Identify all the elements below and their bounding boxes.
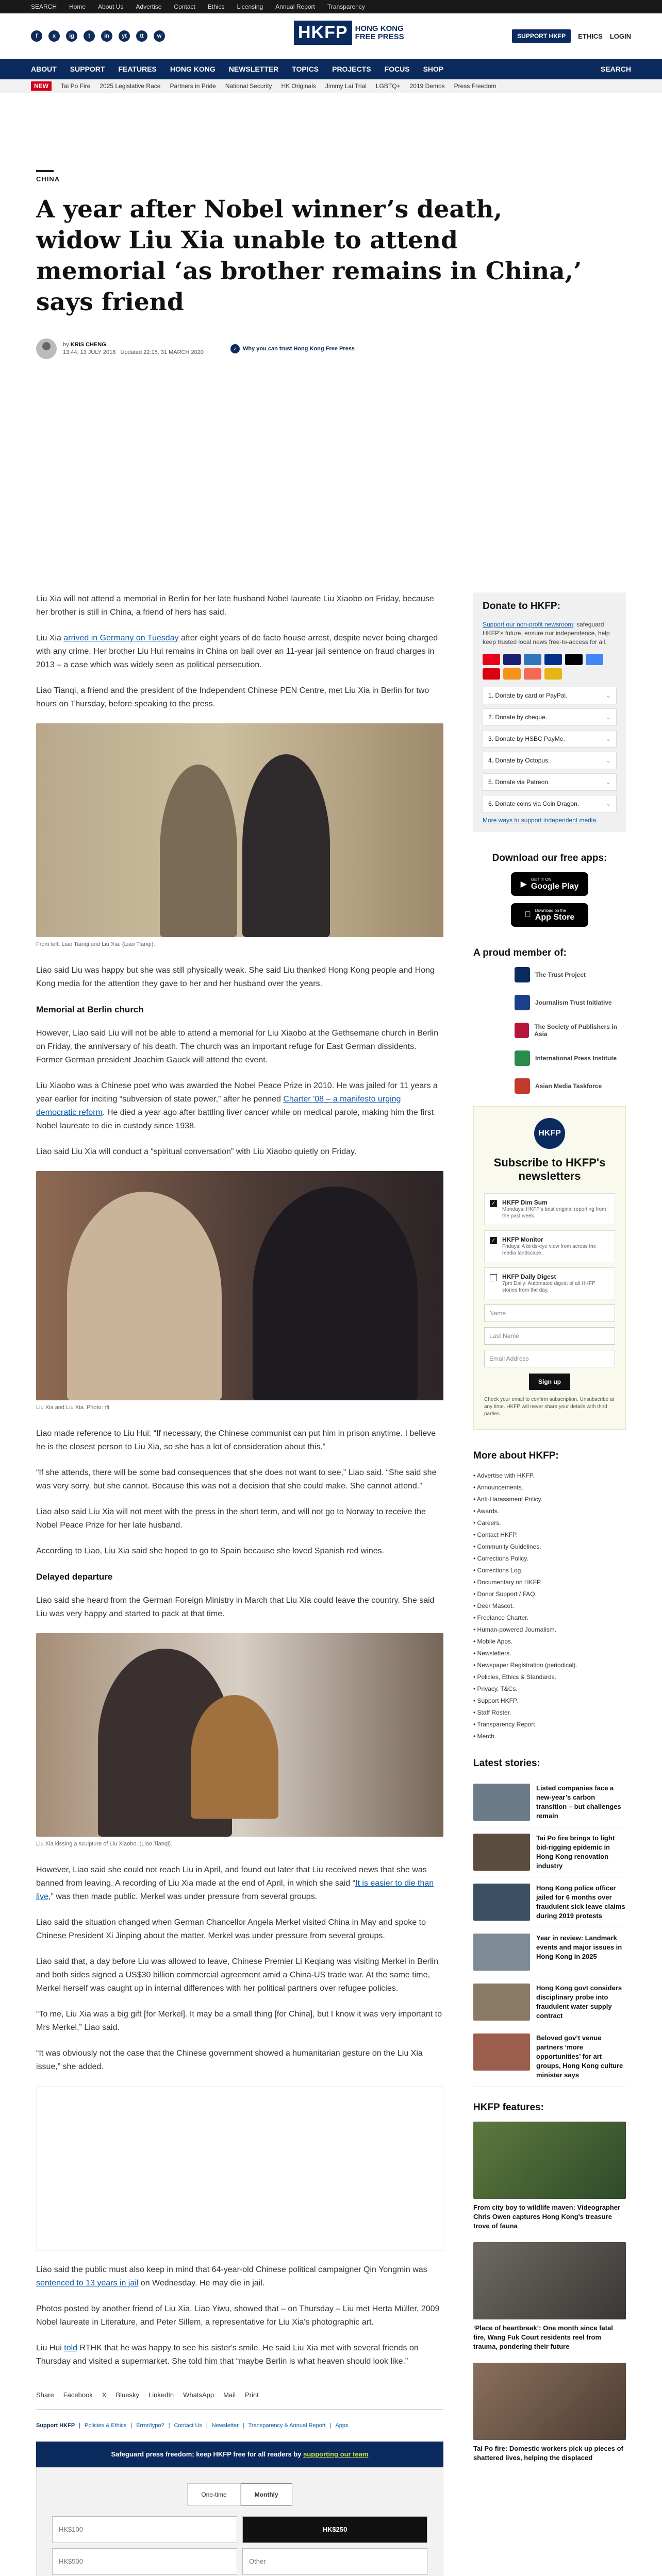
chevron-down-icon: ⌄ <box>605 714 611 721</box>
paragraph: Photos posted by another friend of Liu Xia, Liao Yiwu, showed that – on Thursday – Liu met Herta Müller, 2009 Nobel laureate in Literature, and Peter Sillem, a representative for Liu Xia's photographic art. <box>36 2304 440 2327</box>
play-icon: ▶ <box>520 880 527 889</box>
trending-link[interactable]: National Security <box>225 82 272 90</box>
social-links <box>31 30 165 42</box>
support-banner <box>36 2442 443 2467</box>
trust-promo-text: Why you can trust Hong Kong Free Press <box>242 346 355 352</box>
details-link[interactable]: • Newsletters. <box>473 1648 626 1659</box>
paragraph-text: Liu Xia <box>36 634 64 642</box>
facebook-icon[interactable]: f <box>31 30 42 42</box>
by-prefix: by <box>63 342 71 348</box>
trending-link[interactable]: 2025 Legislative Race <box>100 82 161 90</box>
support-hkfp-button[interactable]: SUPPORT HKFP <box>512 29 571 43</box>
footer-link[interactable]: Policies & Ethics <box>85 2422 127 2429</box>
story-thumbnail <box>473 1934 530 1971</box>
donate-option-label: 3. Donate by HSBC PayMe. <box>488 735 565 742</box>
paragraph: Liao said Liu Xia will conduct a “spiritual conversation” with Liu Xiaobo quietly on Friday. <box>36 1147 357 1156</box>
paragraph: “To me, Liu Xia was a big gift [for Merkel]. It may be a small thing [for China], but I know it was very important to Mrs Merkel,” Liao said. <box>36 2010 442 2032</box>
nav-projects[interactable]: PROJECTS <box>332 65 371 73</box>
topbar-home[interactable]: Home <box>69 3 86 10</box>
story-title: Beloved gov’t venue partners ‘more opportunities’ for art groups, Hong Kong culture minister says <box>536 2034 623 2079</box>
byline-meta <box>63 341 204 357</box>
feature-title: Tai Po fire: Domestic workers pick up pieces of shattered lives, helping the displaced <box>473 2445 623 2462</box>
footer-link[interactable]: Apps <box>335 2422 349 2429</box>
paragraph-text: . He died a year ago after battling liver cancer while on medical parole, making him the first Nobel laureate to die in custody since 1938. <box>36 1108 434 1130</box>
sidebar-heading: More about HKFP: <box>473 1450 559 1461</box>
donate-option-label: 2. Donate by cheque. <box>488 714 548 721</box>
donate-option[interactable] <box>483 730 617 748</box>
article-photo[interactable] <box>36 1171 443 1400</box>
logo-line-1: HONG KONG <box>355 24 404 33</box>
google-play-small: GET IT ON <box>531 877 552 882</box>
amount-option-selected[interactable]: HK$250 <box>242 2516 427 2543</box>
octopus-icon <box>503 668 521 680</box>
newsletter-option-text <box>502 1199 609 1219</box>
details-link[interactable]: • Staff Roster. <box>473 1707 626 1719</box>
details-list <box>473 1470 626 1742</box>
member-logo[interactable] <box>515 1050 626 1066</box>
chevron-down-icon: ⌄ <box>605 735 611 742</box>
newsletter-option-text <box>502 1236 609 1257</box>
topbar-advertise[interactable]: Advertise <box>136 3 162 10</box>
masthead-actions <box>512 29 631 43</box>
sidebar <box>473 592 626 2474</box>
paragraph-text: Liao said the public must also keep in mind that 64-year-old Chinese political campaigner Qin Yongmin was <box>36 2265 427 2274</box>
checkbox-checked[interactable]: ✓ <box>490 1200 497 1207</box>
payme-icon <box>483 668 500 680</box>
sidebar-donate <box>473 592 626 832</box>
feature-image <box>473 2122 626 2199</box>
inline-link[interactable]: sentenced to 13 years in jail <box>36 2279 139 2287</box>
member-name: International Press Institute <box>535 1055 617 1062</box>
details-link[interactable]: • Careers. <box>473 1517 626 1529</box>
share-whatsapp[interactable]: WhatsApp <box>183 2391 214 2399</box>
chevron-down-icon: ⌄ <box>605 800 611 807</box>
donate-option-label: 1. Donate by card or PayPal. <box>488 692 568 699</box>
paragraph-text: However, Liao said she could not reach Liu in April, and found out later that Liu received news that she was banned from leaving. A recording of Liu Xia made at the end of April, in which she said “ <box>36 1866 427 1888</box>
paypal-icon <box>544 654 562 665</box>
ipi-icon <box>515 1050 530 1066</box>
story-thumbnail <box>473 1984 530 2021</box>
details-link[interactable]: • Mobile Apps. <box>473 1636 626 1648</box>
donate-widget <box>36 2467 443 2576</box>
donate-option-label: 5. Donate via Patreon. <box>488 778 550 786</box>
ethics-link[interactable]: ETHICS <box>578 32 603 40</box>
member-name: The Trust Project <box>535 971 586 978</box>
banner-link[interactable]: supporting our team <box>303 2450 369 2458</box>
chevron-down-icon: ⌄ <box>605 692 611 699</box>
feature-story[interactable] <box>473 2242 626 2351</box>
sopa-icon <box>515 1023 529 1038</box>
person-figure <box>242 754 330 937</box>
article-body <box>36 592 443 2576</box>
visa-icon <box>503 654 521 665</box>
paragraph <box>36 632 443 672</box>
details-link[interactable]: • Human-powered Journalism. <box>473 1624 626 1636</box>
sidebar-heading: Latest stories: <box>473 1758 540 1769</box>
sidebar-heading: Download our free apps: <box>492 853 607 863</box>
share-facebook[interactable]: Facebook <box>63 2391 93 2399</box>
photo-caption: From left: Liao Tianqi and Liu Xia. (Liao Tianqi). <box>36 941 155 947</box>
inline-link[interactable]: told <box>64 2344 78 2352</box>
story-thumbnail <box>473 1884 530 1921</box>
paragraph <box>36 1863 443 1904</box>
paragraph: Liao said that, a day before Liu was allowed to leave, Chinese Premier Li Keqiang was visiting Merkel in Berlin and both sides signed a US$30 billion commercial agreement amid a China-US trade war. At the same time, Merkel herself was caught up in internal differences with her political partners over refugee policies. <box>36 1957 438 1993</box>
sidebar-heading: HKFP features: <box>473 2102 544 2113</box>
photo-caption: Liu Xia and Liu Xia. Photo: rfi. <box>36 1404 111 1411</box>
footer-link[interactable]: Newsletter <box>211 2422 239 2429</box>
more-ways-link[interactable]: More ways to support independent media. <box>483 817 598 824</box>
feature-image <box>473 2363 626 2440</box>
checkbox[interactable] <box>490 1274 497 1281</box>
story-thumbnail <box>473 2033 530 2071</box>
newsletter-option[interactable] <box>484 1193 615 1225</box>
story-thumbnail <box>473 1834 530 1871</box>
section-rule <box>36 170 54 172</box>
trending-link[interactable]: HK Originals <box>281 82 316 90</box>
name-input[interactable]: Name <box>484 1304 615 1322</box>
apple-pay-icon <box>565 654 583 665</box>
article-title: A year after Nobel winner’s death, widow Liu Xia unable to attend memorial ‘as brother remains in China,’ says friend <box>36 195 582 316</box>
updated-date: Updated 22:15, 31 MARCH 2020 <box>120 349 204 355</box>
person-figure <box>253 1187 418 1400</box>
tab-monthly[interactable]: Monthly <box>241 2483 292 2506</box>
inline-link[interactable]: It is easier to die than live <box>36 1879 434 1901</box>
donate-frequency-tabs <box>52 2483 427 2506</box>
details-link[interactable]: • Support HKFP. <box>473 1695 626 1707</box>
story-title: Year in review: Landmark events and major issues in Hong Kong in 2025 <box>536 1934 622 1960</box>
amt-icon <box>515 1078 530 1094</box>
person-figure <box>67 1192 222 1400</box>
story-title: Listed companies face a new-year’s carbon transition – but challenges remain <box>536 1784 621 1820</box>
newsletter-desc: Fridays: A birds-eye view from across the media landscape. <box>502 1244 597 1256</box>
google-pay-icon <box>586 654 603 665</box>
trending-link[interactable]: Tai Po Fire <box>61 82 91 90</box>
chevron-down-icon: ⌄ <box>605 757 611 764</box>
member-name: The Society of Publishers in Asia <box>534 1023 617 1038</box>
newsletter-title: HKFP Dim Sum <box>502 1199 548 1206</box>
trust-project-icon <box>515 967 530 982</box>
instagram-icon[interactable]: ig <box>66 30 77 42</box>
feature-title: From city boy to wildlife maven: Videographer Chris Owen captures Hong Kong's treasure trove of fauna <box>473 2204 621 2230</box>
mastercard-icon <box>483 654 500 665</box>
member-name: Asian Media Taskforce <box>535 1082 602 1090</box>
footer-link[interactable]: Contact Us <box>174 2422 202 2429</box>
topbar-contact[interactable]: Contact <box>174 3 195 10</box>
details-link[interactable]: • Freelance Charter. <box>473 1612 626 1624</box>
trending-bar <box>0 79 662 93</box>
latest-story[interactable] <box>473 1927 626 1977</box>
article-photo[interactable] <box>36 1633 443 1837</box>
logo-text <box>355 25 404 41</box>
apple-icon <box>525 910 531 920</box>
details-link[interactable]: • Donor Support / FAQ. <box>473 1588 626 1600</box>
newsletter-option-text <box>502 1273 609 1294</box>
tiktok-icon[interactable]: tt <box>136 30 147 42</box>
support-link[interactable]: Support our non-profit newsroom <box>483 621 573 628</box>
story-title: Hong Kong govt considers disciplinary probe into fraudulent water supply contract <box>536 1984 622 2020</box>
google-play-text: Google Play <box>531 882 579 891</box>
newsletter-option[interactable] <box>484 1230 615 1262</box>
paragraph: Liao said she heard from the German Foreign Ministry in March that Liu Xia could leave the country. She said Liu was very happy and started to pack at that time. <box>36 1596 435 1618</box>
latest-story[interactable] <box>473 1827 626 1877</box>
donate-option[interactable] <box>483 708 617 726</box>
telegram-icon[interactable]: t <box>84 30 95 42</box>
nav-focus[interactable]: FOCUS <box>384 65 410 73</box>
share-linkedin[interactable]: LinkedIn <box>148 2391 174 2399</box>
linkedin-icon[interactable]: in <box>101 30 112 42</box>
subheading: Memorial at Berlin church <box>36 1005 144 1014</box>
newsletter-option[interactable] <box>484 1267 615 1299</box>
latest-story[interactable] <box>473 2027 626 2087</box>
login-link[interactable]: LOGIN <box>609 32 631 40</box>
donate-option[interactable] <box>483 687 617 704</box>
subheading: Delayed departure <box>36 1572 113 1582</box>
paragraph <box>36 1079 443 1133</box>
newsletter-signup <box>473 1106 626 1430</box>
nav-about[interactable]: ABOUT <box>31 65 57 73</box>
details-link[interactable]: • Newspaper Registration (periodical). <box>473 1659 626 1671</box>
paragraph: Liao also said Liu Xia will not meet with the press in the short term, and will not go to Norway to receive the Nobel Peace Prize for her late husband. <box>36 1507 426 1530</box>
trending-link[interactable]: LGBTQ+ <box>375 82 401 90</box>
amount-other-input[interactable]: Other <box>242 2548 427 2575</box>
paragraph: Liao said the situation changed when German Chancellor Angela Merkel visited China in May and spoke to Chinese President Xi Jinping about the matter. Merkel was under pressure from several groups. <box>36 1918 426 1940</box>
trending-link[interactable]: Partners in Pride <box>170 82 216 90</box>
hkfp-logo[interactable] <box>294 21 404 45</box>
paragraph-text: ,” was then made public. Merkel was under pressure from several groups. <box>48 1892 318 1901</box>
details-link[interactable]: • Policies, Ethics & Standards. <box>473 1671 626 1683</box>
feature-image <box>473 2242 626 2319</box>
newsletter-fineprint: Check your email to confirm subscription. Unsubscribe at any time. HKFP will never share your details with third parties. <box>484 1397 615 1417</box>
main-nav <box>0 59 662 79</box>
paragraph <box>36 2263 443 2290</box>
story-title: Hong Kong police officer jailed for 6 months over fraudulent sick leave claims during 2019 protests <box>536 1884 625 1920</box>
latest-story[interactable] <box>473 1877 626 1927</box>
sidebar-apps <box>473 853 626 927</box>
nav-support[interactable]: SUPPORT <box>70 65 105 73</box>
nav-hong-kong[interactable]: HONG KONG <box>170 65 216 73</box>
paragraph: “If she attends, there will be some bad consequences that she does not want to see,” Liao said. “She said she was very sorry, but she cannot. Because this was not a decision that she could make. She cannot attend.” <box>36 1468 437 1490</box>
share-mail[interactable]: Mail <box>223 2391 236 2399</box>
amount-option[interactable]: HK$100 <box>52 2516 237 2543</box>
section-label[interactable]: CHINA <box>36 175 60 183</box>
story-thumbnail <box>473 1784 530 1821</box>
app-store-text: App Store <box>532 912 572 922</box>
nav-topics[interactable]: TOPICS <box>292 65 319 73</box>
amount-option[interactable]: HK$500 <box>52 2548 237 2575</box>
topbar-about[interactable]: About Us <box>98 3 124 10</box>
page-container <box>31 170 631 2565</box>
details-link[interactable]: • Awards. <box>473 1505 626 1517</box>
paragraph: Liao Tianqi, a friend and the president of the Independent Chinese PEN Centre, met Liu Xia in Berlin for two hours on Thursday, before speaking to the press. <box>36 686 429 708</box>
whatsapp-icon[interactable]: w <box>154 30 165 42</box>
app-store-label <box>532 908 574 922</box>
details-link[interactable]: • Privacy, T&Cs. <box>473 1683 626 1695</box>
topbar-licensing[interactable]: Licensing <box>237 3 263 10</box>
paragraph: However, Liao said Liu will not be able to attend a memorial for Liu Xiaobo at the Gethsemane church in Berlin on Friday, the anniversary of his death. The church was an important refuge for East German dissidents. Former German president Joachim Gauck will attend the event. <box>36 1029 438 1064</box>
donate-option-label: 6. Donate coins via Coin Dragon. <box>488 800 580 807</box>
newsletter-desc: 7pm Daily: Automated digest of all HKFP stories from the day. <box>502 1281 595 1293</box>
email-input[interactable]: Email Address <box>484 1350 615 1367</box>
details-link[interactable]: • Deer Mascot. <box>473 1600 626 1612</box>
sign-up-button[interactable]: Sign up <box>529 1374 570 1390</box>
photo-caption: Liu Xia kissing a sculpture of Liu Xiaobo. (Liao Tianqi). <box>36 1841 173 1847</box>
article-photo[interactable] <box>36 723 443 937</box>
story-title: Tai Po fire brings to light bid-rigging epidemic in Hong Kong renovation industry <box>536 1834 615 1870</box>
x-icon[interactable]: x <box>48 30 60 42</box>
google-play-label <box>531 877 578 891</box>
paragraph: According to Liao, Liu Xia said she hoped to go to Spain because she loved Spanish red wines. <box>36 1547 385 1555</box>
trending-link[interactable]: 2019 Demos <box>409 82 445 90</box>
paragraph-text: after eight years of de facto house arrest, despite never being charged with any crime. Her brother Liu Hui remains in China on bail over an 11-year jail sentence on fraud charges in 2013 – a case which was widely seen as political persecution. <box>36 634 438 669</box>
footer-link[interactable]: Transparency & Annual Report <box>248 2422 326 2429</box>
donate-option[interactable] <box>483 795 617 812</box>
author-name[interactable]: KRIS CHENG <box>70 342 106 348</box>
last-name-input[interactable]: Last Name <box>484 1327 615 1345</box>
donate-option-label: 4. Donate by Octopus. <box>488 757 550 764</box>
paragraph-text: Liu Hui <box>36 2344 64 2352</box>
google-play-button[interactable] <box>511 872 588 896</box>
details-link[interactable]: • Corrections Log. <box>473 1565 626 1577</box>
nav-search-button[interactable]: SEARCH <box>600 65 631 73</box>
share-bar <box>36 2381 443 2410</box>
details-link[interactable]: • Corrections Policy. <box>473 1553 626 1565</box>
topbar-annual-report[interactable]: Annual Report <box>275 3 315 10</box>
sculpture-figure <box>191 1695 278 1819</box>
sidebar-heading: Donate to HKFP: <box>483 601 560 612</box>
paragraph-text: Liu Xiaobo was a Chinese poet who was awarded the Nobel Peace Prize in 2010. He was jailed for 11 years a year earlier for inciting “subversion of state power,” after he penned <box>36 1081 438 1104</box>
member-logo[interactable] <box>515 1078 626 1094</box>
nav-newsletter[interactable]: NEWSLETTER <box>228 65 279 73</box>
coin-icon <box>544 668 562 680</box>
sidebar-details <box>473 1450 626 1742</box>
details-link[interactable]: • Anti-Harassment Policy. <box>473 1494 626 1505</box>
trending-link[interactable]: Press Freedom <box>454 82 496 90</box>
latest-story[interactable] <box>473 1777 626 1827</box>
details-link[interactable]: • Documentary on HKFP. <box>473 1577 626 1588</box>
paragraph: Liao made reference to Liu Hui: “If necessary, the Chinese communist can put him in prison anytime. I believe he is the closest person to Liu Xia, so she has a lot of consideration about this.” <box>36 1429 436 1451</box>
share-label: Share <box>36 2391 54 2399</box>
latest-story[interactable] <box>473 1977 626 2027</box>
sidebar-features <box>473 2102 626 2463</box>
member-logo[interactable] <box>515 995 626 1010</box>
footer-link[interactable]: Support HKFP <box>36 2422 75 2429</box>
jti-icon <box>515 995 530 1010</box>
details-link[interactable]: • Contact HKFP. <box>473 1529 626 1541</box>
topbar-search[interactable]: SEARCH <box>31 3 57 10</box>
member-logo[interactable] <box>515 1023 626 1038</box>
youtube-icon[interactable]: yt <box>119 30 130 42</box>
share-bluesky[interactable]: Bluesky <box>115 2391 139 2399</box>
details-link[interactable]: • Advertise with HKFP. <box>473 1470 626 1482</box>
inline-link[interactable]: arrived in Germany on Tuesday <box>63 634 179 642</box>
top-utility-bar <box>0 0 662 13</box>
paragraph: Liao said Liu was happy but she was still physically weak. She said Liu thanked Hong Kong people and Hong Kong media for the attention they gave to her and her husband over the years. <box>36 966 435 988</box>
paragraph-text: on Wednesday. He may die in jail. <box>138 2279 265 2287</box>
footer-link[interactable]: Error/typo? <box>136 2422 164 2429</box>
details-link[interactable]: • Announcements. <box>473 1482 626 1494</box>
member-name: Journalism Trust Initiative <box>535 999 612 1006</box>
donate-option[interactable] <box>483 752 617 769</box>
details-link[interactable]: • Merch. <box>473 1731 626 1742</box>
masthead <box>0 13 662 59</box>
feature-story[interactable] <box>473 2363 626 2463</box>
logo-mark: HKFP <box>294 21 352 45</box>
patreon-icon <box>524 668 541 680</box>
share-print[interactable]: Print <box>244 2391 259 2399</box>
share-x[interactable]: X <box>102 2391 107 2399</box>
sidebar-heading: A proud member of: <box>473 947 567 958</box>
trending-link[interactable]: Jimmy Lai Trial <box>325 82 367 90</box>
sidebar-donate-text <box>483 620 617 647</box>
newsletter-title: HKFP Daily Digest <box>502 1273 556 1280</box>
newsletter-logo: HKFP <box>534 1118 565 1149</box>
checkbox-checked[interactable]: ✓ <box>490 1237 497 1244</box>
amex-icon <box>524 654 541 665</box>
topbar-ethics[interactable]: Ethics <box>207 3 225 10</box>
nav-shop[interactable]: SHOP <box>423 65 444 73</box>
paragraph-text: RTHK that he was happy to see his sister's smile. He said Liu Xia met with several friends on Thursday and visited a supermarket. She told him that “maybe Berlin is what heaven should look like.” <box>36 2344 419 2366</box>
new-badge: NEW <box>31 81 52 91</box>
paragraph <box>36 2342 443 2368</box>
feature-story[interactable] <box>473 2122 626 2231</box>
member-logo[interactable] <box>515 967 626 982</box>
trust-promo[interactable] <box>230 344 355 353</box>
app-store-button[interactable] <box>511 903 588 927</box>
sidebar-latest <box>473 1758 626 2087</box>
donate-desc: : safeguard HKFP’s future, ensure our independence, help keep trusted local news free-to-access for all. <box>483 621 610 646</box>
embedded-post-placeholder <box>36 2086 443 2251</box>
byline <box>36 338 631 359</box>
payment-methods <box>483 654 617 680</box>
details-link[interactable]: • Transparency Report. <box>473 1719 626 1731</box>
app-store-small: Download on the <box>532 908 563 913</box>
author-avatar <box>36 338 57 359</box>
feature-title: ‘Place of heartbreak’: One month since fatal fire, Wang Fuk Court residents reel from trauma, pondering their future <box>473 2324 613 2350</box>
shield-icon: ✓ <box>230 344 240 353</box>
topbar-transparency[interactable]: Transparency <box>327 3 365 10</box>
publish-date: 13:44, 13 JULY 2018 <box>63 349 116 355</box>
inline-link[interactable]: Charter '08 – a manifesto urging democratic reform <box>36 1095 401 1117</box>
logo-line-2: FREE PRESS <box>355 32 404 41</box>
sidebar-members <box>473 947 626 1094</box>
nav-features[interactable]: FEATURES <box>118 65 157 73</box>
newsletter-title: HKFP Monitor <box>502 1236 543 1243</box>
chevron-down-icon: ⌄ <box>605 778 611 786</box>
newsletter-heading: Subscribe to HKFP's newsletters <box>493 1156 606 1182</box>
paragraph: Liu Xia will not attend a memorial in Berlin for her late husband Nobel laureate Liu Xiaobo on Friday, because her brother is still in China, a friend of hers has said. <box>36 595 434 617</box>
banner-text: Safeguard press freedom; keep HKFP free for all readers by <box>111 2450 304 2458</box>
newsletter-desc: Mondays: HKFP's best original reporting from the past week. <box>502 1207 606 1219</box>
person-figure <box>160 765 237 937</box>
article-footer-links: Support HKFP | Policies & Ethics | Error/typo? | Contact Us | Newsletter | Transparency & Annual Report | Apps <box>36 2419 443 2432</box>
donate-option[interactable] <box>483 773 617 791</box>
tab-one-time[interactable]: One-time <box>187 2483 240 2506</box>
details-link[interactable]: • Community Guidelines. <box>473 1541 626 1553</box>
paragraph: “It was obviously not the case that the Chinese government showed a humanitarian gesture on the Liu Xia issue,” she added. <box>36 2049 423 2071</box>
donate-amounts <box>52 2516 427 2575</box>
